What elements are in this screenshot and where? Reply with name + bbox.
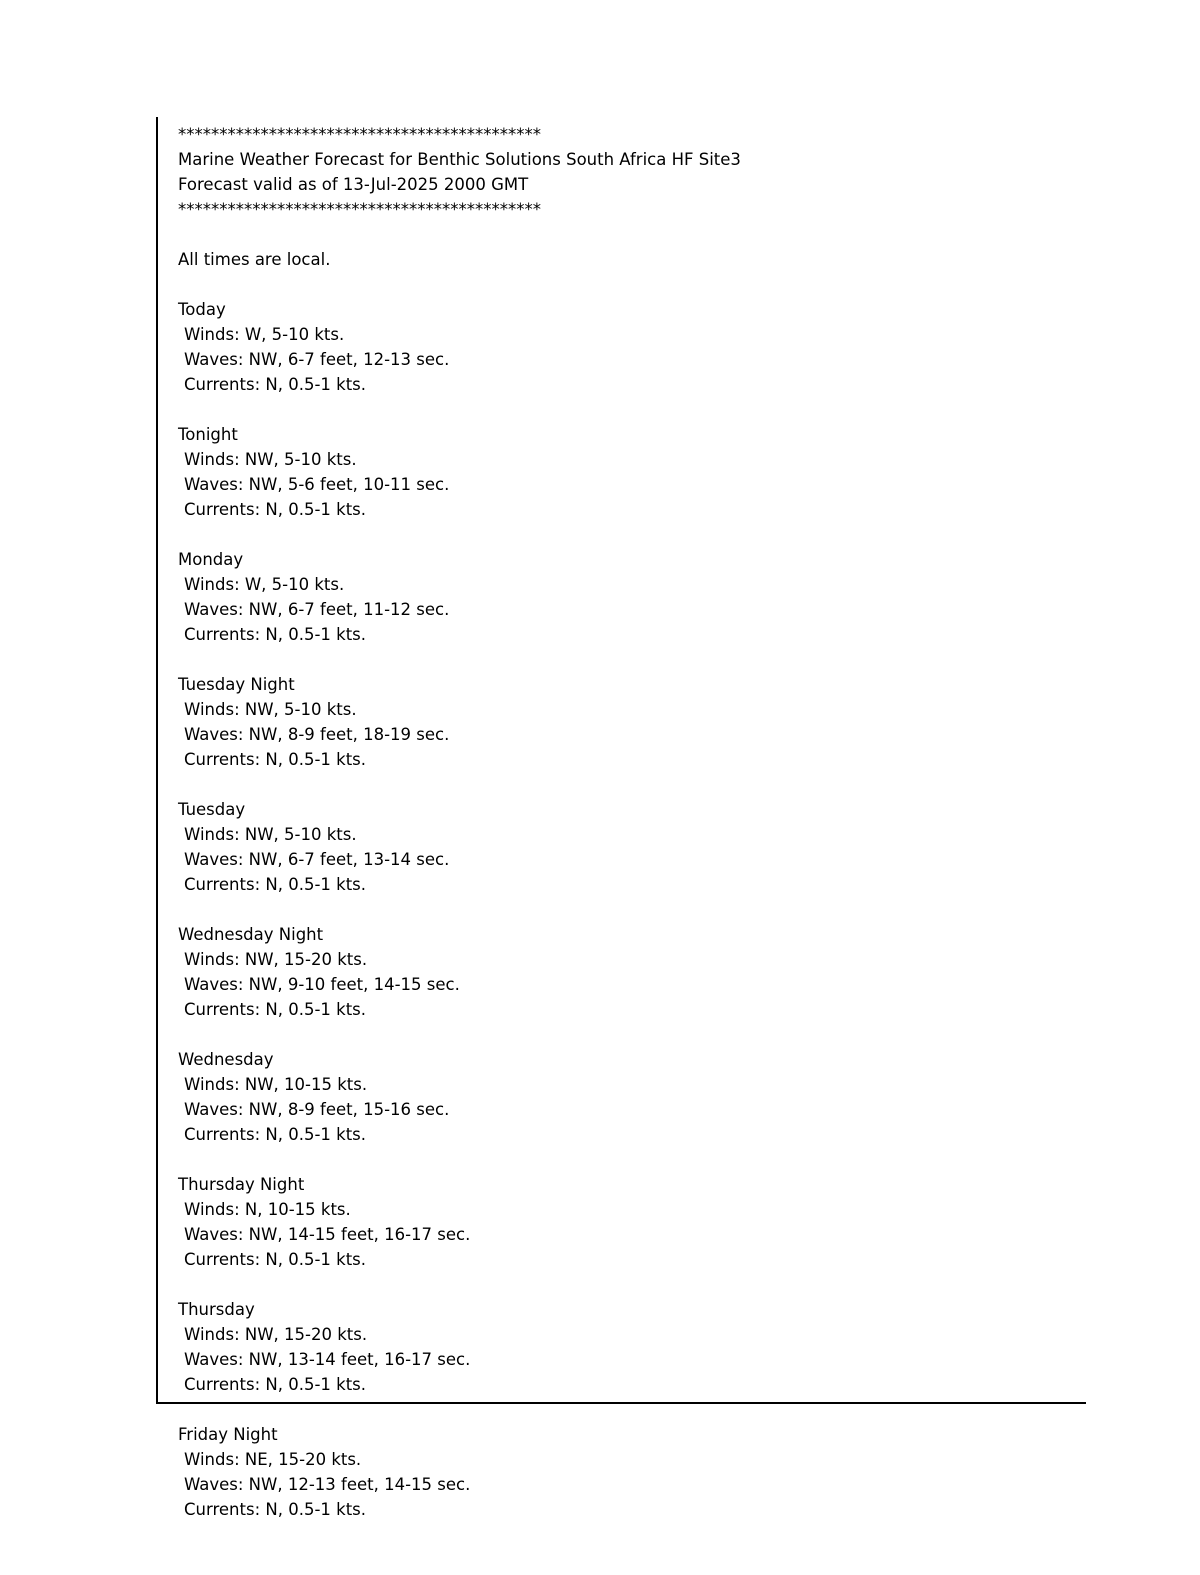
period-name: Monday [178, 550, 244, 569]
forecast-valid-line: Forecast valid as of 13-Jul-2025 2000 GMT [178, 175, 529, 194]
forecast-period [178, 547, 1086, 647]
period-name: Tuesday [178, 800, 246, 819]
forecast-period [178, 922, 1086, 1022]
period-winds: Winds: NW, 10-15 kts. [184, 1075, 368, 1094]
period-winds: Winds: NE, 15-20 kts. [184, 1450, 362, 1469]
period-currents: Currents: N, 0.5-1 kts. [184, 1500, 367, 1519]
period-winds: Winds: NW, 15-20 kts. [184, 1325, 368, 1344]
period-waves: Waves: NW, 8-9 feet, 18-19 sec. [184, 725, 450, 744]
period-currents: Currents: N, 0.5-1 kts. [184, 375, 367, 394]
forecast-period [178, 672, 1086, 772]
period-name: Tonight [178, 425, 238, 444]
forecast-period [178, 797, 1086, 897]
period-winds: Winds: W, 5-10 kts. [184, 325, 345, 344]
forecast-period [178, 1297, 1086, 1397]
period-waves: Waves: NW, 6-7 feet, 12-13 sec. [184, 350, 450, 369]
document-title: Marine Weather Forecast for Benthic Solutions South Africa HF Site3 [178, 150, 741, 169]
separator-line-top: ******************************************** [178, 125, 541, 144]
period-waves: Waves: NW, 8-9 feet, 15-16 sec. [184, 1100, 450, 1119]
period-name: Thursday [178, 1300, 255, 1319]
period-currents: Currents: N, 0.5-1 kts. [184, 1250, 367, 1269]
period-currents: Currents: N, 0.5-1 kts. [184, 500, 367, 519]
period-name: Tuesday Night [178, 675, 295, 694]
period-winds: Winds: NW, 5-10 kts. [184, 825, 357, 844]
separator-line-bottom: ******************************************** [178, 200, 541, 219]
period-currents: Currents: N, 0.5-1 kts. [184, 1125, 367, 1144]
forecast-period [178, 1047, 1086, 1147]
period-waves: Waves: NW, 9-10 feet, 14-15 sec. [184, 975, 460, 994]
forecast-period [178, 1422, 1086, 1522]
forecast-period [178, 422, 1086, 522]
blank-line [178, 222, 1086, 247]
period-winds: Winds: NW, 15-20 kts. [184, 950, 368, 969]
period-waves: Waves: NW, 6-7 feet, 11-12 sec. [184, 600, 450, 619]
period-name: Friday Night [178, 1425, 278, 1444]
period-waves: Waves: NW, 5-6 feet, 10-11 sec. [184, 475, 450, 494]
document-content [156, 117, 1086, 1522]
period-currents: Currents: N, 0.5-1 kts. [184, 1375, 367, 1394]
period-winds: Winds: W, 5-10 kts. [184, 575, 345, 594]
period-name: Wednesday [178, 1050, 274, 1069]
period-currents: Currents: N, 0.5-1 kts. [184, 750, 367, 769]
period-name: Thursday Night [178, 1175, 305, 1194]
period-currents: Currents: N, 0.5-1 kts. [184, 875, 367, 894]
period-currents: Currents: N, 0.5-1 kts. [184, 625, 367, 644]
period-winds: Winds: NW, 5-10 kts. [184, 700, 357, 719]
period-winds: Winds: NW, 5-10 kts. [184, 450, 357, 469]
period-name: Today [178, 300, 226, 319]
forecast-period [178, 297, 1086, 397]
period-waves: Waves: NW, 13-14 feet, 16-17 sec. [184, 1350, 471, 1369]
period-winds: Winds: N, 10-15 kts. [184, 1200, 351, 1219]
period-waves: Waves: NW, 6-7 feet, 13-14 sec. [184, 850, 450, 869]
period-waves: Waves: NW, 12-13 feet, 14-15 sec. [184, 1475, 471, 1494]
period-currents: Currents: N, 0.5-1 kts. [184, 1000, 367, 1019]
forecast-box [156, 117, 1086, 1404]
period-waves: Waves: NW, 14-15 feet, 16-17 sec. [184, 1225, 471, 1244]
forecast-periods-list-continued [178, 1422, 1086, 1522]
forecast-periods-after-page-break [156, 1422, 1086, 1522]
times-note: All times are local. [178, 250, 331, 269]
forecast-periods-list [178, 297, 1086, 1397]
period-name: Wednesday Night [178, 925, 324, 944]
forecast-period [178, 1172, 1086, 1272]
